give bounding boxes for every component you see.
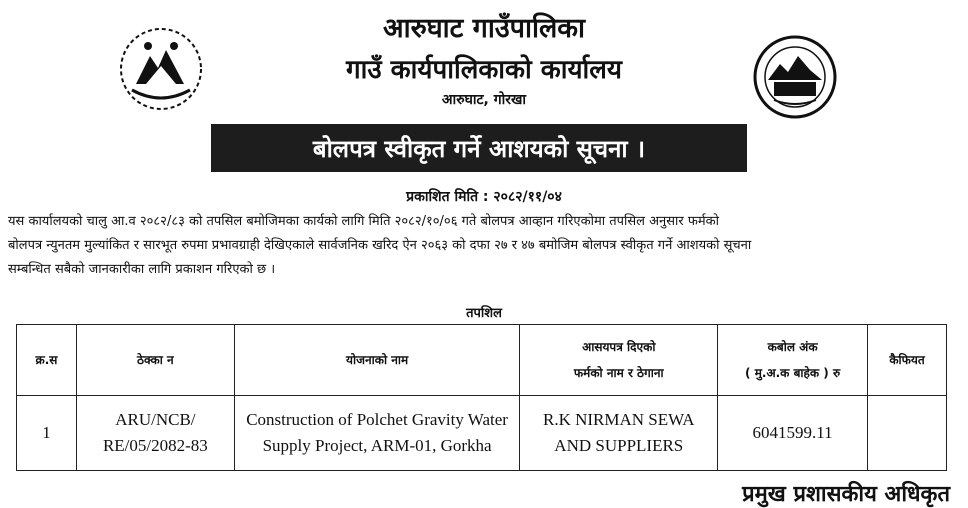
header-sn: क्र.स bbox=[17, 325, 77, 396]
header-remarks: कैफियत bbox=[868, 325, 947, 396]
notice-line: बोलपत्र न्युनतम मुल्यांकित र सारभूत रुपमा प्रभावग्राही देखिएकाले सार्वजनिक खरिद ऐन २०६३ को दफा २७ र ४७ बमोजिम बोलपत्र स्वीकृत गर्ने आशयको सूचना bbox=[8, 238, 752, 253]
office-title: आरुघाट गाउँपालिका bbox=[382, 13, 586, 44]
municipality-logo-icon bbox=[752, 34, 838, 120]
office-address: आरुघाट, गोरखा bbox=[441, 92, 527, 108]
header-firm: आसयपत्र दिएको फर्मको नाम र ठेगाना bbox=[520, 325, 718, 396]
table-header-row bbox=[17, 325, 947, 396]
notice-line: यस कार्यालयको चालु आ.व २०८२/८३ को तपसिल बमोजिमका कार्यको लागि मिति २०८२/१०/०६ गते बोलपत्र आव्हान गरिएकोमा तपसिल अनुसार फर्मको bbox=[8, 214, 720, 229]
cell-bid-amount: 6041599.11 bbox=[718, 396, 868, 471]
details-table bbox=[16, 324, 947, 471]
header-contract-no: ठेक्का न bbox=[76, 325, 234, 396]
notice-banner: बोलपत्र स्वीकृत गर्ने आशयको सूचना । bbox=[211, 124, 747, 172]
cell-sn: 1 bbox=[17, 396, 77, 471]
office-subtitle: गाउँ कार्यपालिकाको कार्यालय bbox=[346, 55, 622, 85]
signature-title: प्रमुख प्रशासकीय अधिकृत bbox=[742, 482, 950, 507]
table-heading: तपशिल bbox=[466, 306, 502, 321]
government-emblem-icon bbox=[118, 26, 204, 112]
cell-project-name: Construction of Polchet Gravity Water Supply Project, ARM-01, Gorkha bbox=[234, 396, 520, 471]
notice-line: सम्बन्धित सबैको जानकारीका लागि प्रकाशन गरिएको छ । bbox=[8, 262, 276, 277]
notice-body bbox=[8, 210, 960, 282]
publication-date: प्रकाशित मिति : २०८२/११/०४ bbox=[406, 189, 562, 205]
header-bid-amount: कबोल अंक ( मु.अ.क बाहेक ) रु bbox=[718, 325, 868, 396]
table-row bbox=[17, 396, 947, 471]
cell-remarks bbox=[868, 396, 947, 471]
cell-firm: R.K NIRMAN SEWA AND SUPPLIERS bbox=[520, 396, 718, 471]
header-project-name: योजनाको नाम bbox=[234, 325, 520, 396]
cell-contract-no: ARU/NCB/ RE/05/2082-83 bbox=[76, 396, 234, 471]
